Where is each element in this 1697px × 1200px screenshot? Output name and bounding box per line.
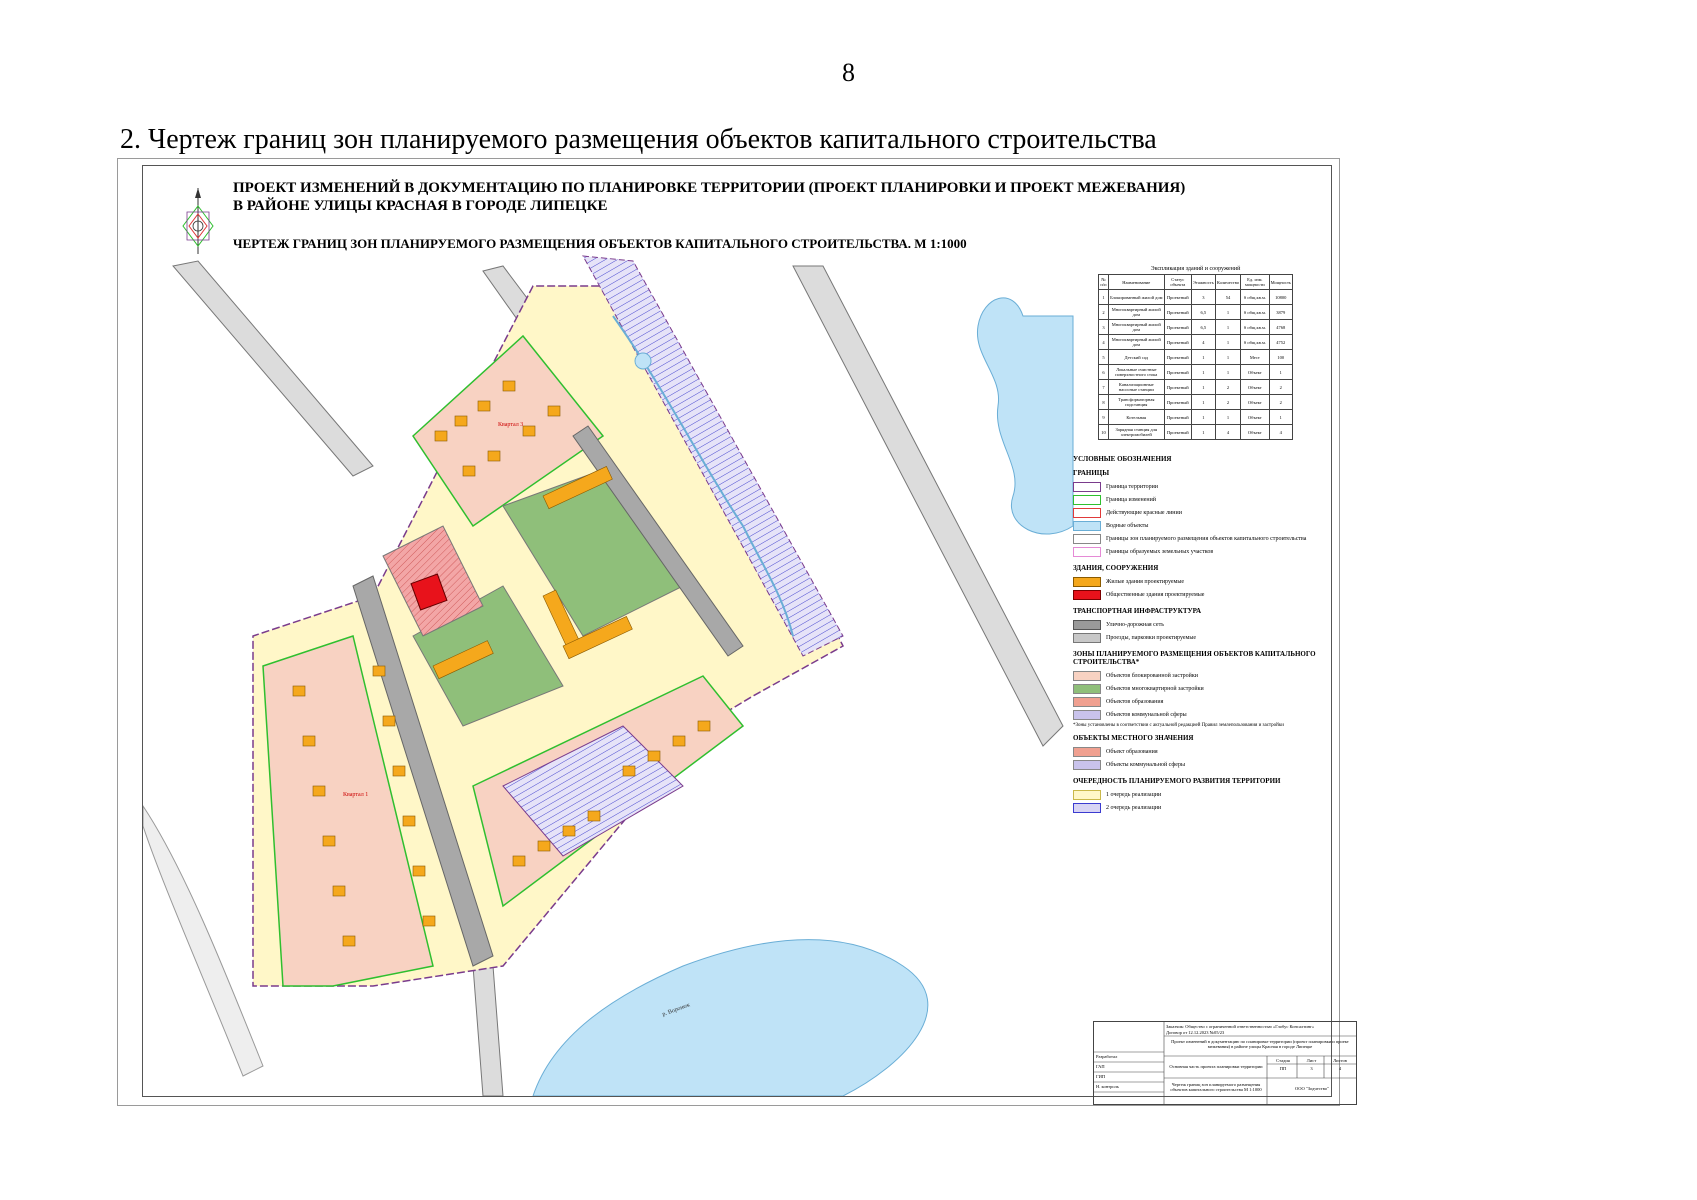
stamp-grid: [1094, 1022, 1356, 1104]
explication-cell: 4752: [1269, 335, 1292, 350]
explication-cell: 100: [1269, 350, 1292, 365]
stamp-project: Проект изменений в документацию по планировке территории (проект планировки и проект межевания) в районе улицы Красная в городе Липецке: [1171, 1039, 1349, 1049]
explication-cell: Объект: [1241, 395, 1269, 410]
explication-cell: Блокированный жилой дом: [1108, 290, 1164, 305]
explication-cell: 7: [1099, 380, 1109, 395]
explication-header-cell: Ед. изм. мощности: [1241, 275, 1269, 290]
stamp-contract: Договор от 12.12.2023 №05/23: [1166, 1030, 1225, 1035]
explication-cell: Детский сад: [1108, 350, 1164, 365]
explication-cell: 1: [1215, 320, 1240, 335]
explication-header-cell: Мощность: [1269, 275, 1292, 290]
drawing-title-line1: ПРОЕКТ ИЗМЕНЕНИЙ В ДОКУМЕНТАЦИЮ ПО ПЛАНИРОВКЕ ТЕРРИТОРИИ (ПРОЕКТ ПЛАНИРОВКИ И ПРОЕКТ МЕЖЕВАНИЯ): [233, 180, 1186, 196]
explication-cell: Проектный: [1164, 410, 1191, 425]
legend-label: Действующие красные линии: [1106, 509, 1182, 516]
explication-cell: 3879: [1269, 305, 1292, 320]
legend-swatch: [1073, 521, 1101, 531]
legend-label: Граница изменений: [1106, 496, 1157, 503]
explication-title: Экспликация зданий и сооружений: [1150, 266, 1241, 272]
explication-cell: Объект: [1241, 380, 1269, 395]
legend-label: Граница территории: [1106, 483, 1159, 490]
legend-label: Жилые здания проектируемые: [1106, 578, 1185, 585]
explication-cell: 6: [1099, 365, 1109, 380]
explication-cell: Объект: [1241, 425, 1269, 440]
explication-cell: 2: [1215, 380, 1240, 395]
stamp-customer: Заказчик: Общество с ограниченной ответственностью «Глобус Консалтинг»: [1166, 1024, 1315, 1029]
site-plan-map: [143, 166, 1083, 1096]
explication-cell: Проектный: [1164, 425, 1191, 440]
page-number: 8: [842, 58, 855, 87]
legend-title: УСЛОВНЫЕ ОБОЗНАЧЕНИЯ: [1073, 455, 1172, 463]
legend-swatch: [1073, 508, 1101, 518]
legend-item: [1073, 588, 1328, 601]
legend-item: [1073, 695, 1328, 708]
legend-swatch: [1073, 697, 1101, 707]
legend-swatch: [1073, 633, 1101, 643]
explication-cell: Локальные очистные поверхностного стока: [1108, 365, 1164, 380]
legend-label: 1 очередь реализации: [1106, 791, 1162, 798]
legend-item: [1073, 631, 1328, 644]
drawing-subtitle: ЧЕРТЕЖ ГРАНИЦ ЗОН ПЛАНИРУЕМОГО РАЗМЕЩЕНИЯ ОБЪЕКТОВ КАПИТАЛЬНОГО СТРОИТЕЛЬСТВА. М 1:1000: [233, 236, 967, 251]
legend-item: [1073, 519, 1328, 532]
legend-label: 2 очередь реализации: [1106, 804, 1162, 811]
explication-row: [1099, 320, 1293, 335]
explication-cell: Проектный: [1164, 365, 1191, 380]
explication-cell: 4: [1099, 335, 1109, 350]
river-voronezh: [533, 940, 928, 1096]
explication-cell: 1: [1215, 365, 1240, 380]
explication-row: [1099, 365, 1293, 380]
legend-swatch: [1073, 590, 1101, 600]
explication-cell: S общ.кв.м.: [1241, 335, 1269, 350]
road-northwest: [173, 261, 373, 476]
explication-cell: 3: [1099, 320, 1109, 335]
section-title: 2. Чертеж границ зон планируемого размещения объектов капитального строительства: [120, 124, 1157, 155]
explication-cell: 1: [1191, 350, 1215, 365]
explication-table: [1098, 274, 1293, 440]
legend-section-heading: ОБЪЕКТЫ МЕСТНОГО ЗНАЧЕНИЯ: [1073, 734, 1194, 742]
legend-swatch: [1073, 747, 1101, 757]
explication-cell: 3: [1191, 290, 1215, 305]
legend-label: Улично-дорожная сеть: [1106, 621, 1164, 628]
explication-cell: 1: [1215, 350, 1240, 365]
explication-cell: 4: [1215, 425, 1240, 440]
explication-cell: Объект: [1241, 410, 1269, 425]
explication-header-cell: Этажность: [1191, 275, 1215, 290]
explication-table-block: [1098, 266, 1293, 440]
legend-item: [1073, 682, 1328, 695]
lake-east: [977, 298, 1073, 534]
explication-cell: Котельная: [1108, 410, 1164, 425]
legend-label: Объектов коммунальной сферы: [1106, 711, 1187, 718]
explication-cell: Проектный: [1164, 305, 1191, 320]
stamp-sheet-label: Лист: [1306, 1058, 1317, 1063]
stamp-sheet-name: Чертеж границ зон планируемого размещения объектов капитального строительства М 1:1000: [1170, 1082, 1262, 1092]
legend-item: [1073, 575, 1328, 588]
legend-label: Границы зон планируемого размещения объектов капитального строительства: [1106, 535, 1307, 542]
legend-item: [1073, 708, 1328, 721]
explication-cell: 1: [1099, 290, 1109, 305]
explication-row: [1099, 305, 1293, 320]
label-river: р. Воронеж: [661, 1002, 691, 1018]
label-quarter-3: Квартал 3: [498, 422, 524, 428]
legend-swatch: [1073, 547, 1101, 557]
legend-label: Общественные здания проектируемые: [1106, 591, 1205, 598]
explication-cell: 1: [1269, 410, 1292, 425]
legend-item: [1073, 506, 1328, 519]
explication-cell: 54: [1215, 290, 1240, 305]
explication-cell: Канализационные насосные станции: [1108, 380, 1164, 395]
explication-row: [1099, 290, 1293, 305]
explication-cell: 1: [1191, 425, 1215, 440]
legend-label: Границы образуемых земельных участков: [1106, 548, 1214, 555]
legend-swatch: [1073, 577, 1101, 587]
legend-section-heading: ГРАНИЦЫ: [1073, 469, 1110, 477]
explication-row: [1099, 395, 1293, 410]
explication-cell: Проектный: [1164, 335, 1191, 350]
stamp-staff-role: Н. контроль: [1096, 1084, 1119, 1089]
legend-swatch: [1073, 671, 1101, 681]
explication-cell: Проектный: [1164, 380, 1191, 395]
stamp-stage: ПП: [1279, 1066, 1287, 1071]
explication-cell: 9: [1099, 410, 1109, 425]
explication-header-row: [1099, 275, 1293, 290]
explication-cell: 1: [1191, 365, 1215, 380]
explication-cell: Многоквартирный жилой дом: [1108, 320, 1164, 335]
explication-row: [1099, 410, 1293, 425]
stamp-staff-role: ГАП: [1096, 1064, 1105, 1069]
legend-item: [1073, 545, 1328, 558]
stamp-part: Основная часть проекта планировки территории: [1169, 1064, 1263, 1069]
explication-cell: 6,5: [1191, 320, 1215, 335]
explication-cell: 1: [1215, 335, 1240, 350]
legend-section-heading: ОЧЕРЕДНОСТЬ ПЛАНИРУЕМОГО РАЗВИТИЯ ТЕРРИТОРИИ: [1073, 777, 1281, 785]
explication-cell: Проектный: [1164, 395, 1191, 410]
explication-header-cell: Статус объекта: [1164, 275, 1191, 290]
legend-section-heading: ЗОНЫ ПЛАНИРУЕМОГО РАЗМЕЩЕНИЯ ОБЪЕКТОВ КАПИТАЛЬНОГО СТРОИТЕЛЬСТВА*: [1073, 650, 1316, 666]
stamp-sheets-label: Листов: [1333, 1058, 1347, 1063]
stamp-staff-role: Разработал: [1096, 1054, 1118, 1059]
legend-swatch: [1073, 803, 1101, 813]
legend-swatch: [1073, 710, 1101, 720]
fountain: [635, 353, 651, 369]
explication-cell: 10800: [1269, 290, 1292, 305]
legend-item: [1073, 788, 1328, 801]
legend: [1073, 449, 1328, 814]
drawing-sheet: [117, 158, 1349, 1106]
explication-cell: Многоквартирный жилой дом: [1108, 335, 1164, 350]
stamp-stage-label: Стадия: [1276, 1058, 1290, 1063]
explication-cell: 5: [1099, 350, 1109, 365]
stamp-sheet: 3: [1310, 1066, 1313, 1071]
explication-cell: 4: [1191, 335, 1215, 350]
legend-note: *Зоны установлены в соответствии с актуальной редакцией Правил землепользования и застройки: [1073, 723, 1284, 728]
legend-swatch: [1073, 790, 1101, 800]
explication-cell: 1: [1215, 410, 1240, 425]
explication-cell: 6,5: [1191, 305, 1215, 320]
explication-header-cell: Наименование: [1108, 275, 1164, 290]
explication-row: [1099, 335, 1293, 350]
stamp-org: ООО "Зодчество": [1295, 1086, 1329, 1091]
explication-cell: 1: [1191, 380, 1215, 395]
legend-swatch: [1073, 620, 1101, 630]
explication-cell: 4: [1269, 425, 1292, 440]
legend-item: [1073, 532, 1328, 545]
legend-label: Водные объекты: [1106, 522, 1149, 529]
explication-cell: Зарядная станция для электромобилей: [1108, 425, 1164, 440]
legend-item: [1073, 618, 1328, 631]
drawing-title-line2: В РАЙОНЕ УЛИЦЫ КРАСНАЯ В ГОРОДЕ ЛИПЕЦКЕ: [233, 198, 608, 214]
explication-row: [1099, 380, 1293, 395]
legend-section-heading: ЗДАНИЯ, СООРУЖЕНИЯ: [1073, 564, 1159, 572]
explication-cell: 10: [1099, 425, 1109, 440]
legend-label: Объектов образования: [1106, 698, 1164, 705]
legend-swatch: [1073, 760, 1101, 770]
explication-cell: Проектный: [1164, 290, 1191, 305]
explication-cell: Проектный: [1164, 350, 1191, 365]
explication-cell: 2: [1215, 395, 1240, 410]
explication-cell: 2: [1269, 380, 1292, 395]
legend-item: [1073, 669, 1328, 682]
legend-item: [1073, 493, 1328, 506]
legend-item: [1073, 758, 1328, 771]
legend-swatch: [1073, 495, 1101, 505]
explication-cell: 1: [1269, 365, 1292, 380]
explication-cell: S общ.кв.м.: [1241, 320, 1269, 335]
explication-header-cell: Количество: [1215, 275, 1240, 290]
explication-cell: Объект: [1241, 365, 1269, 380]
explication-cell: Проектный: [1164, 320, 1191, 335]
legend-label: Проезды, парковки проектируемые: [1106, 634, 1197, 641]
legend-item: [1073, 801, 1328, 814]
legend-item: [1073, 480, 1328, 493]
road-south: [473, 966, 503, 1096]
road-southwest: [143, 806, 263, 1076]
explication-cell: Трансформаторная подстанция: [1108, 395, 1164, 410]
explication-cell: S общ.кв.м.: [1241, 290, 1269, 305]
explication-cell: Мест: [1241, 350, 1269, 365]
explication-cell: 2: [1269, 395, 1292, 410]
explication-cell: 1: [1191, 395, 1215, 410]
drawing-frame: [142, 165, 1349, 1097]
legend-section-heading: ТРАНСПОРТНАЯ ИНФРАСТРУКТУРА: [1073, 607, 1202, 615]
legend-label: Объект образования: [1106, 748, 1158, 755]
legend-label: Объекты коммунальной сферы: [1106, 761, 1185, 768]
legend-item: [1073, 745, 1328, 758]
explication-header-cell: № п/п: [1099, 275, 1109, 290]
explication-row: [1099, 350, 1293, 365]
legend-swatch: [1073, 534, 1101, 544]
label-quarter-1: Квартал 1: [343, 792, 369, 798]
explication-cell: 2: [1099, 305, 1109, 320]
legend-label: Объектов блокированной застройки: [1106, 672, 1199, 679]
legend-swatch: [1073, 482, 1101, 492]
legend-swatch: [1073, 684, 1101, 694]
explication-row: [1099, 425, 1293, 440]
title-block-stamp: [1093, 1021, 1357, 1105]
legend-label: Объектов многоквартирной застройки: [1106, 685, 1204, 692]
explication-cell: 8: [1099, 395, 1109, 410]
explication-cell: Многоквартирный жилой дом: [1108, 305, 1164, 320]
explication-cell: 1: [1215, 305, 1240, 320]
explication-cell: 1: [1191, 410, 1215, 425]
stamp-staff-role: ГИП: [1096, 1074, 1106, 1079]
explication-cell: S общ.кв.м.: [1241, 305, 1269, 320]
explication-cell: 4768: [1269, 320, 1292, 335]
stamp-sheets: 4: [1338, 1066, 1342, 1071]
